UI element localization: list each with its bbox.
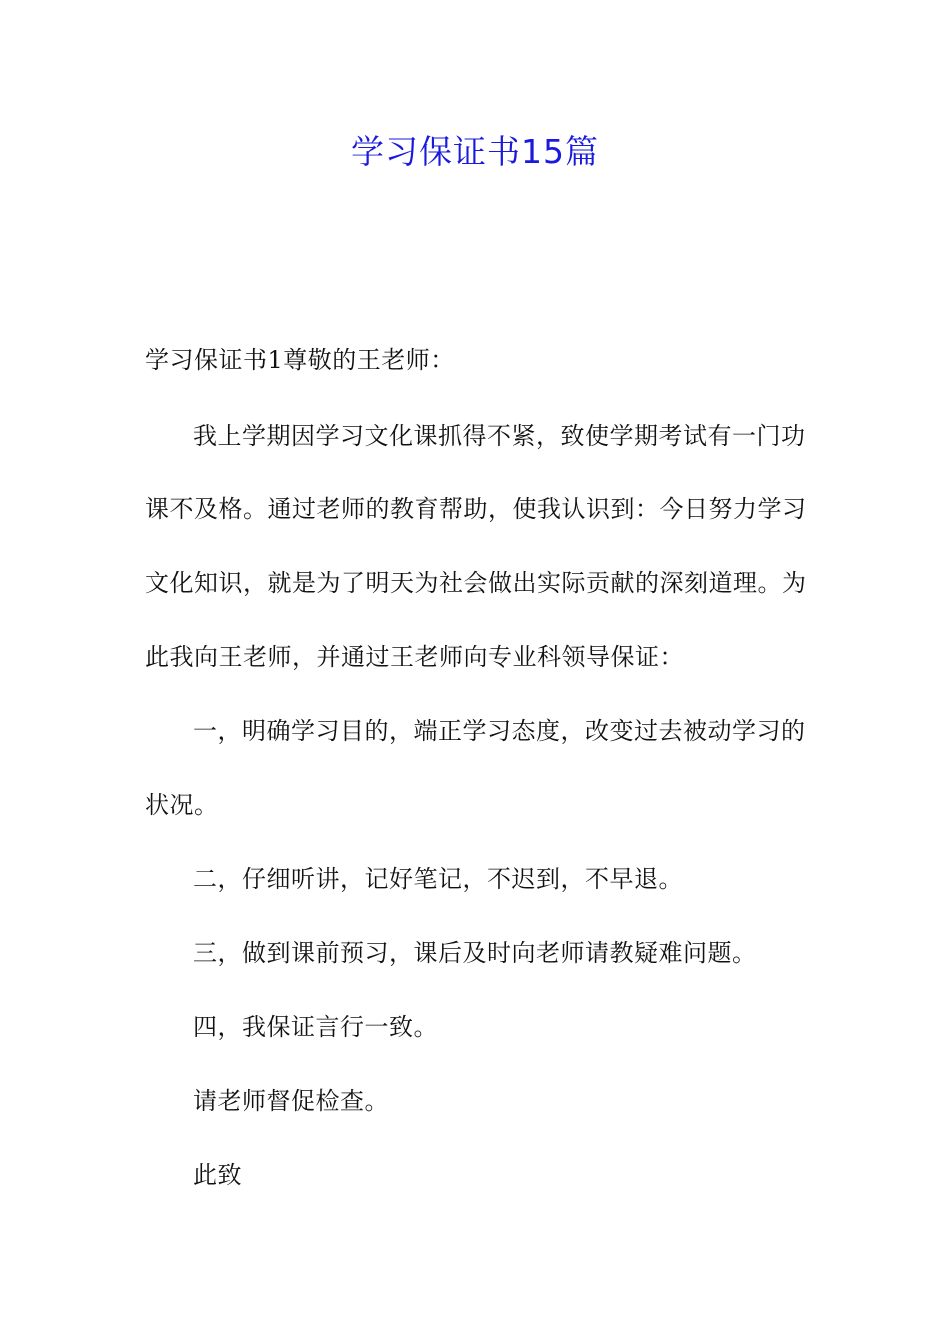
document-title: 学习保证书15篇 [351,132,599,171]
body-line: 课不及格。通过老师的教育帮助，使我认识到：今日努力学习 [145,495,807,523]
body-line: 我上学期因学习文化课抓得不紧，致使学期考试有一门功 [193,422,806,450]
pledge-item-4: 四，我保证言行一致。 [193,1013,438,1041]
request-line: 请老师督促检查。 [193,1087,389,1115]
pledge-item-2: 二，仔细听讲，记好笔记，不迟到，不早退。 [193,865,683,893]
closing-line: 此致 [193,1161,242,1189]
pledge-item-1-cont: 状况。 [145,791,219,819]
pledge-item-1: 一，明确学习目的，端正学习态度，改变过去被动学习的 [193,717,806,745]
salutation-line: 学习保证书1尊敬的王老师： [145,346,455,374]
pledge-item-3: 三，做到课前预习，课后及时向老师请教疑难问题。 [193,939,757,967]
body-line: 此我向王老师，并通过王老师向专业科领导保证： [145,643,684,671]
body-line: 文化知识，就是为了明天为社会做出实际贡献的深刻道理。为 [145,569,807,597]
